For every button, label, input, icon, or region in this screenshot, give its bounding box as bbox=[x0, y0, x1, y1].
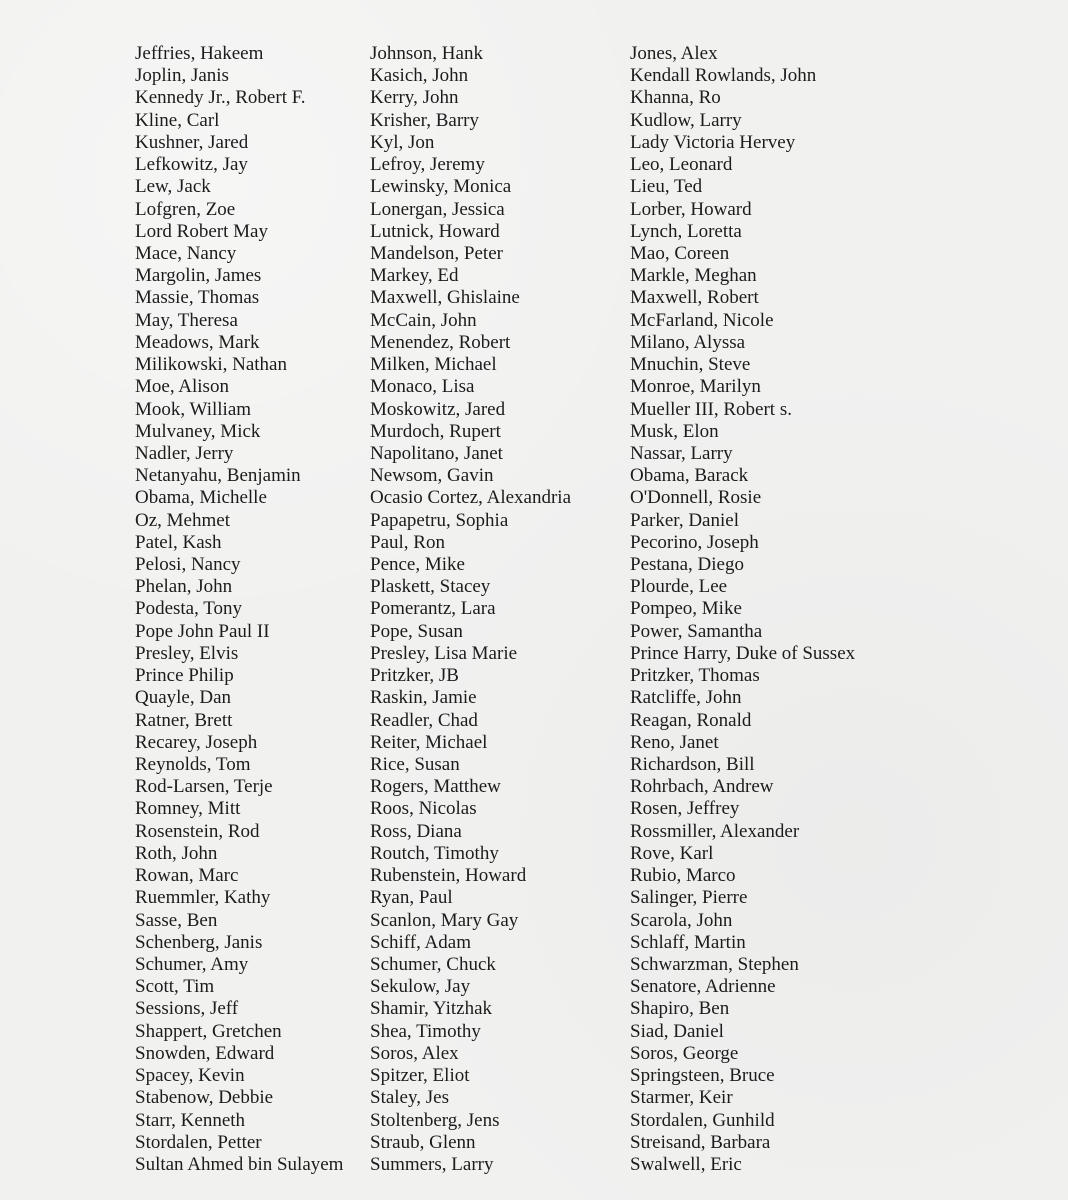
name-entry: Soros, George bbox=[630, 1042, 739, 1064]
name-entry: Reiter, Michael bbox=[370, 731, 488, 753]
name-entry: Menendez, Robert bbox=[370, 331, 511, 353]
name-entry: Prince Harry, Duke of Sussex bbox=[630, 642, 856, 664]
name-entry: Maxwell, Robert bbox=[630, 287, 759, 309]
name-entry: Scott, Tim bbox=[135, 976, 215, 998]
name-entry: Mace, Nancy bbox=[135, 242, 237, 264]
name-entry: Straub, Glenn bbox=[370, 1131, 476, 1153]
name-entry: Lefroy, Jeremy bbox=[370, 154, 485, 176]
name-entry: Papapetru, Sophia bbox=[370, 509, 509, 531]
name-entry: Shamir, Yitzhak bbox=[370, 998, 493, 1020]
name-entry: Schumer, Amy bbox=[135, 953, 249, 975]
name-entry: Rosenstein, Rod bbox=[135, 820, 260, 842]
name-entry: Kerry, John bbox=[370, 87, 459, 109]
name-entry: Pope John Paul II bbox=[135, 620, 270, 642]
name-entry: Markey, Ed bbox=[370, 265, 459, 287]
name-entry: Leo, Leonard bbox=[630, 154, 733, 176]
name-column-1 bbox=[135, 43, 343, 1176]
name-entry: Murdoch, Rupert bbox=[370, 420, 501, 442]
name-entry: Lefkowitz, Jay bbox=[135, 154, 248, 176]
name-entry: Ryan, Paul bbox=[370, 887, 453, 909]
name-entry: Reagan, Ronald bbox=[630, 709, 752, 731]
name-entry: Lieu, Ted bbox=[630, 176, 703, 198]
name-entry: Scarola, John bbox=[630, 909, 733, 931]
name-entry: Shea, Timothy bbox=[370, 1020, 481, 1042]
name-entry: Plourde, Lee bbox=[630, 576, 728, 598]
name-entry: Soros, Alex bbox=[370, 1042, 459, 1064]
name-entry: Senatore, Adrienne bbox=[630, 976, 776, 998]
name-entry: Summers, Larry bbox=[370, 1153, 494, 1175]
name-entry: Milken, Michael bbox=[370, 354, 497, 376]
name-entry: Lynch, Loretta bbox=[630, 220, 742, 242]
name-entry: Newsom, Gavin bbox=[370, 465, 494, 487]
name-entry: Presley, Lisa Marie bbox=[370, 642, 518, 664]
name-entry: Musk, Elon bbox=[630, 420, 719, 442]
name-entry: Nadler, Jerry bbox=[135, 442, 234, 464]
name-entry: Shappert, Gretchen bbox=[135, 1020, 282, 1042]
name-entry: Kennedy Jr., Robert F. bbox=[135, 87, 306, 109]
name-entry: Kushner, Jared bbox=[135, 131, 249, 153]
name-entry: Lonergan, Jessica bbox=[370, 198, 505, 220]
name-entry: Netanyahu, Benjamin bbox=[135, 465, 301, 487]
name-entry: May, Theresa bbox=[135, 309, 238, 331]
name-entry: Stordalen, Petter bbox=[135, 1131, 262, 1153]
name-entry: Rowan, Marc bbox=[135, 865, 239, 887]
name-entry: Meadows, Mark bbox=[135, 331, 260, 353]
name-entry: Nassar, Larry bbox=[630, 442, 733, 464]
name-entry: Margolin, James bbox=[135, 265, 262, 287]
name-entry: Presley, Elvis bbox=[135, 642, 239, 664]
name-entry: Ross, Diana bbox=[370, 820, 462, 842]
name-entry: Readler, Chad bbox=[370, 709, 478, 731]
name-entry: Rubenstein, Howard bbox=[370, 865, 527, 887]
name-entry: Swalwell, Eric bbox=[630, 1153, 742, 1175]
name-entry: McFarland, Nicole bbox=[630, 309, 774, 331]
name-entry: Mulvaney, Mick bbox=[135, 420, 261, 442]
name-entry: O'Donnell, Rosie bbox=[630, 487, 762, 509]
name-entry: Starmer, Keir bbox=[630, 1087, 733, 1109]
name-entry: Pence, Mike bbox=[370, 554, 465, 576]
name-entry: Krisher, Barry bbox=[370, 109, 479, 131]
name-entry: Scanlon, Mary Gay bbox=[370, 909, 519, 931]
name-entry: Ruemmler, Kathy bbox=[135, 887, 271, 909]
name-entry: Pope, Susan bbox=[370, 620, 463, 642]
name-entry: Prince Philip bbox=[135, 665, 234, 687]
name-entry: Quayle, Dan bbox=[135, 687, 232, 709]
name-entry: Phelan, John bbox=[135, 576, 233, 598]
name-entry: Kline, Carl bbox=[135, 109, 220, 131]
name-entry: Staley, Jes bbox=[370, 1087, 449, 1109]
name-entry: Monroe, Marilyn bbox=[630, 376, 761, 398]
name-entry: Lord Robert May bbox=[135, 220, 268, 242]
name-entry: Joplin, Janis bbox=[135, 65, 229, 87]
name-entry: Markle, Meghan bbox=[630, 265, 757, 287]
name-entry: Monaco, Lisa bbox=[370, 376, 475, 398]
name-entry: Richardson, Bill bbox=[630, 754, 755, 775]
name-entry: Rove, Karl bbox=[630, 842, 714, 864]
name-entry: Rossmiller, Alexander bbox=[630, 820, 800, 842]
name-entry: Streisand, Barbara bbox=[630, 1131, 771, 1153]
name-entry: Kudlow, Larry bbox=[630, 109, 742, 131]
name-entry: Oz, Mehmet bbox=[135, 509, 230, 531]
name-entry: Starr, Kenneth bbox=[135, 1109, 246, 1131]
name-entry: Jeffries, Hakeem bbox=[135, 43, 264, 64]
name-entry: Pritzker, JB bbox=[370, 665, 459, 687]
name-entry: Moe, Alison bbox=[135, 376, 229, 398]
name-entry: Spacey, Kevin bbox=[135, 1065, 245, 1087]
name-entry: Sasse, Ben bbox=[135, 909, 218, 931]
name-entry: Snowden, Edward bbox=[135, 1042, 275, 1064]
name-entry: Pestana, Diego bbox=[630, 554, 744, 576]
name-entry: Shapiro, Ben bbox=[630, 998, 730, 1020]
name-entry: Recarey, Joseph bbox=[135, 731, 258, 753]
name-entry: Romney, Mitt bbox=[135, 798, 241, 820]
name-column-2 bbox=[370, 43, 571, 1176]
name-entry: Milano, Alyssa bbox=[630, 331, 746, 353]
name-entry: Massie, Thomas bbox=[135, 287, 260, 309]
name-entry: Maxwell, Ghislaine bbox=[370, 287, 520, 309]
name-entry: Johnson, Hank bbox=[370, 43, 483, 64]
name-entry: Rice, Susan bbox=[370, 754, 460, 775]
name-entry: Siad, Daniel bbox=[630, 1020, 724, 1042]
name-entry: Lewinsky, Monica bbox=[370, 176, 512, 198]
name-entry: Roth, John bbox=[135, 842, 218, 864]
name-entry: Lutnick, Howard bbox=[370, 220, 500, 242]
name-entry: Lady Victoria Hervey bbox=[630, 131, 796, 153]
name-entry: Podesta, Tony bbox=[135, 598, 243, 620]
name-entry: Pomerantz, Lara bbox=[370, 598, 496, 620]
name-entry: Mandelson, Peter bbox=[370, 242, 503, 264]
name-entry: Stabenow, Debbie bbox=[135, 1087, 274, 1109]
name-entry: Lorber, Howard bbox=[630, 198, 752, 220]
name-entry: Schumer, Chuck bbox=[370, 953, 496, 975]
name-entry: Milikowski, Nathan bbox=[135, 354, 287, 376]
name-entry: Kyl, Jon bbox=[370, 131, 435, 153]
name-entry: Kendall Rowlands, John bbox=[630, 65, 817, 87]
name-entry: McCain, John bbox=[370, 309, 477, 331]
name-entry: Stordalen, Gunhild bbox=[630, 1109, 775, 1131]
name-entry: Mook, William bbox=[135, 398, 252, 420]
name-entry: Moskowitz, Jared bbox=[370, 398, 506, 420]
name-entry: Parker, Daniel bbox=[630, 509, 739, 531]
name-entry: Schenberg, Janis bbox=[135, 931, 263, 953]
name-entry: Sessions, Jeff bbox=[135, 998, 239, 1020]
name-entry: Sultan Ahmed bin Sulayem bbox=[135, 1153, 344, 1175]
name-entry: Schwarzman, Stephen bbox=[630, 953, 799, 975]
name-entry: Rosen, Jeffrey bbox=[630, 798, 740, 820]
name-entry: Stoltenberg, Jens bbox=[370, 1109, 500, 1131]
name-entry: Ocasio Cortez, Alexandria bbox=[370, 487, 572, 509]
name-entry: Rubio, Marco bbox=[630, 865, 736, 887]
name-entry: Routch, Timothy bbox=[370, 842, 499, 864]
name-entry: Paul, Ron bbox=[370, 531, 445, 553]
name-entry: Pecorino, Joseph bbox=[630, 531, 759, 553]
name-entry: Napolitano, Janet bbox=[370, 442, 503, 464]
name-entry: Lew, Jack bbox=[135, 176, 211, 198]
name-entry: Jones, Alex bbox=[630, 43, 718, 64]
name-entry: Mnuchin, Steve bbox=[630, 354, 751, 376]
name-entry: Springsteen, Bruce bbox=[630, 1065, 775, 1087]
name-entry: Pelosi, Nancy bbox=[135, 554, 241, 576]
name-entry: Mueller III, Robert s. bbox=[630, 398, 792, 420]
name-entry: Spitzer, Eliot bbox=[370, 1065, 470, 1087]
name-entry: Ratner, Brett bbox=[135, 709, 233, 731]
name-entry: Rogers, Matthew bbox=[370, 776, 501, 798]
name-entry: Schlaff, Martin bbox=[630, 931, 746, 953]
name-entry: Rohrbach, Andrew bbox=[630, 776, 774, 798]
name-entry: Rod-Larsen, Terje bbox=[135, 776, 273, 798]
name-entry: Kasich, John bbox=[370, 65, 469, 87]
name-entry: Obama, Barack bbox=[630, 465, 749, 487]
name-entry: Reno, Janet bbox=[630, 731, 719, 753]
name-entry: Reynolds, Tom bbox=[135, 754, 251, 775]
name-entry: Power, Samantha bbox=[630, 620, 763, 642]
name-entry: Ratcliffe, John bbox=[630, 687, 742, 709]
name-entry: Khanna, Ro bbox=[630, 87, 721, 109]
name-entry: Schiff, Adam bbox=[370, 931, 471, 953]
name-entry: Pritzker, Thomas bbox=[630, 665, 760, 687]
name-entry: Sekulow, Jay bbox=[370, 976, 471, 998]
name-entry: Plaskett, Stacey bbox=[370, 576, 491, 598]
name-entry: Roos, Nicolas bbox=[370, 798, 477, 820]
name-entry: Lofgren, Zoe bbox=[135, 198, 236, 220]
name-entry: Mao, Coreen bbox=[630, 242, 730, 264]
name-entry: Raskin, Jamie bbox=[370, 687, 477, 709]
name-column-3 bbox=[630, 43, 855, 1176]
name-entry: Salinger, Pierre bbox=[630, 887, 748, 909]
name-entry: Obama, Michelle bbox=[135, 487, 267, 509]
name-entry: Pompeo, Mike bbox=[630, 598, 742, 620]
name-entry: Patel, Kash bbox=[135, 531, 222, 553]
